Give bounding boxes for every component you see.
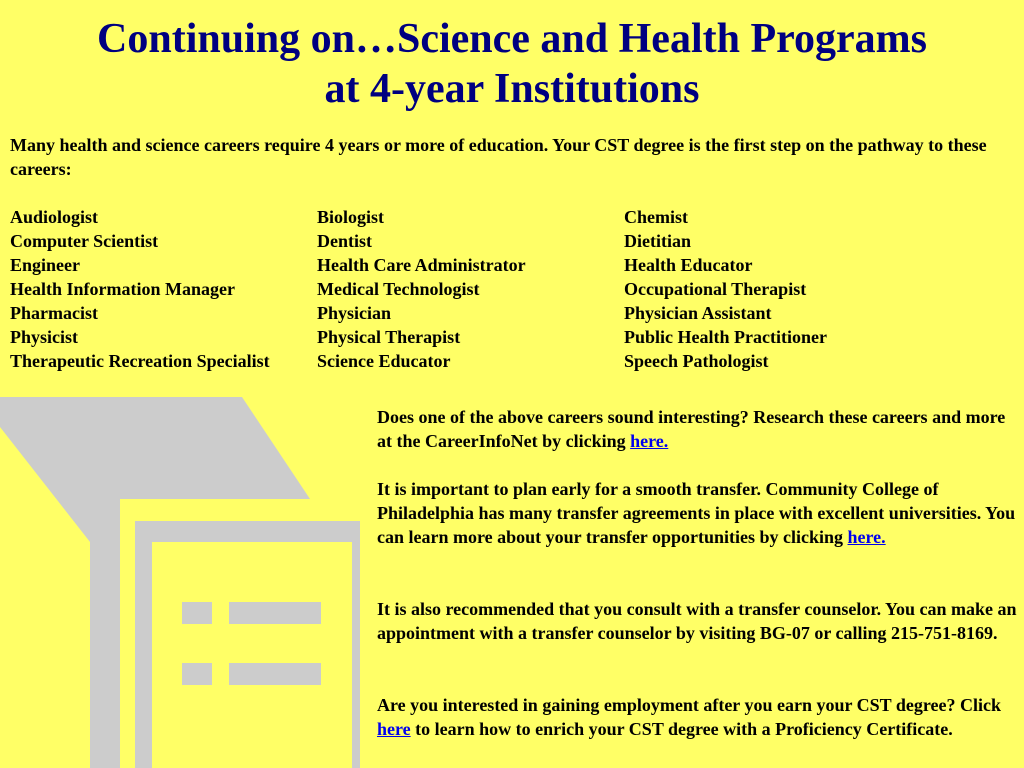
career-item: Biologist: [317, 207, 385, 227]
career-item: Public Health Practitioner: [624, 327, 827, 347]
careerinfonet-paragraph: [377, 405, 1017, 453]
career-item: Health Educator: [624, 255, 753, 275]
career-item: Science Educator: [317, 351, 451, 371]
career-item: Health Care Administrator: [317, 255, 526, 275]
decoration-frame-inner: [152, 542, 352, 768]
decoration-bullet-1: [182, 602, 212, 624]
career-item: Medical Technologist: [317, 279, 480, 299]
career-item: Physician Assistant: [624, 303, 772, 323]
career-item: Dentist: [317, 231, 372, 251]
career-item: Pharmacist: [10, 303, 98, 323]
career-item: Engineer: [10, 255, 80, 275]
career-item: Dietitian: [624, 231, 691, 251]
page-title: [0, 14, 1024, 114]
counselor-paragraph: It is also recommended that you consult with a transfer counselor. You can make an appointment with a transfer counselor by visiting BG-07 or calling 215-751-8169.: [377, 599, 1017, 643]
careerinfonet-link[interactable]: here.: [630, 431, 669, 451]
decoration-bullet-2: [182, 663, 212, 685]
decoration-line-1: [229, 602, 321, 624]
careers-list: [10, 205, 1010, 373]
career-item: Therapeutic Recreation Specialist: [10, 351, 270, 371]
proficiency-certificate-link[interactable]: here: [377, 719, 411, 739]
title-line-1: Continuing on…Science and Health Programs: [97, 16, 927, 62]
career-item: Occupational Therapist: [624, 279, 807, 299]
career-item: Health Information Manager: [10, 279, 235, 299]
transfer-paragraph: [377, 477, 1017, 549]
career-item: Physician: [317, 303, 392, 323]
transfer-link[interactable]: here.: [847, 527, 886, 547]
slide-decoration: [0, 397, 360, 768]
career-item: Chemist: [624, 207, 688, 227]
employment-paragraph: [377, 693, 1017, 741]
p1-text: Does one of the above careers sound interesting? Research these careers and more at the CareerInfoNet by clicking: [377, 407, 1006, 451]
career-item: Computer Scientist: [10, 231, 159, 251]
intro-text: Many health and science careers require 4 years or more of education. Your CST degree is the first step on the pathway to these careers:: [10, 135, 987, 179]
p4-text-after: to learn how to enrich your CST degree with a Proficiency Certificate.: [410, 719, 953, 739]
career-item: Audiologist: [10, 207, 99, 227]
career-item: Speech Pathologist: [624, 351, 769, 371]
p2-text: It is important to plan early for a smooth transfer. Community College of Philadelphia has many transfer agreements in place with excellent universities. You can learn more about your transfer opportunities by clicking: [377, 479, 1016, 547]
decoration-line-2: [229, 663, 321, 685]
career-item: Physical Therapist: [317, 327, 461, 347]
title-line-2: at 4-year Institutions: [324, 66, 700, 112]
p4-text: Are you interested in gaining employment after you earn your CST degree? Click: [377, 695, 1001, 715]
career-item: Physicist: [10, 327, 79, 347]
